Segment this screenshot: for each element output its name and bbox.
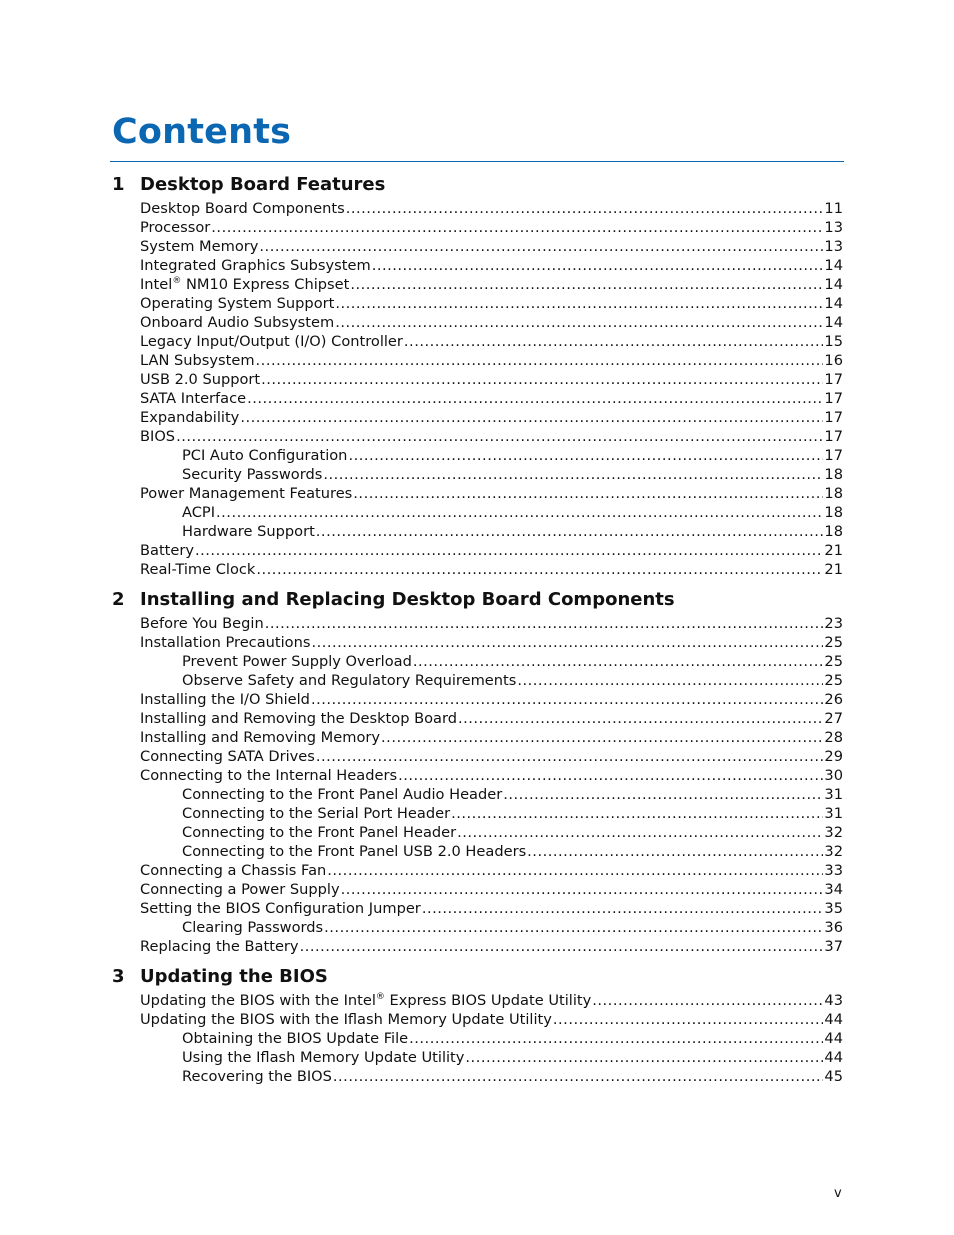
entry-title [182,522,315,541]
toc-entry[interactable] [112,899,843,918]
toc-entry[interactable] [112,766,843,785]
entry-title-text: Obtaining the BIOS Update File [182,1030,409,1047]
dot-leader [346,199,824,218]
entry-page-number: 17 [824,428,843,445]
entry-title [182,652,412,671]
chapter-title: Updating the BIOS [140,966,328,987]
dot-leader [265,614,824,633]
entry-title [140,370,260,389]
chapter-heading[interactable] [112,171,843,199]
entry-title [140,237,258,256]
entry-title-text: Connecting a Power Supply [140,881,340,898]
entry-title-text: USB 2.0 Support [140,371,261,388]
page-title: Contents [112,112,292,152]
toc-subentry[interactable] [112,1067,843,1086]
dot-leader [261,370,823,389]
entry-page-number: 18 [824,504,843,521]
entry-title [182,1067,332,1086]
dot-leader [333,1067,824,1086]
toc-entry[interactable] [112,427,843,446]
entry-page-number: 17 [824,447,843,464]
entry-title [140,313,334,332]
entry-title [182,446,347,465]
entry-title-text: Processor [140,219,211,236]
toc-entry[interactable] [112,256,843,275]
dot-leader [259,237,823,256]
entry-title-text: Desktop Board Components [140,200,345,217]
entry-title [140,560,255,579]
entry-page-number: 45 [824,1068,843,1085]
entry-title-text: Real-Time Clock [140,561,256,578]
entry-page-number: 29 [824,748,843,765]
entry-title [140,256,371,275]
toc-entry[interactable] [112,408,843,427]
toc-entry[interactable] [112,991,843,1010]
entry-page-number: 18 [824,523,843,540]
toc-subentry[interactable] [112,1048,843,1067]
dot-leader [413,652,824,671]
entry-title-text: Setting the BIOS Configuration Jumper [140,900,421,917]
entry-page-number: 14 [824,314,843,331]
dot-leader [195,541,823,560]
entry-title [140,899,421,918]
entry-page-number: 25 [824,653,843,670]
dot-leader [465,1048,823,1067]
entry-page-number: 21 [824,542,843,559]
entry-title-text: Operating System Support [140,295,335,312]
entry-title-text: Security Passwords [182,466,323,483]
entry-page-number: 25 [824,634,843,651]
entry-page-number: 30 [824,767,843,784]
entry-page-number: 35 [824,900,843,917]
entry-title-text: Observe Safety and Regulatory Requirements [182,672,517,689]
entry-page-number: 13 [824,219,843,236]
toc-entry[interactable] [112,484,843,503]
entry-page-number: 44 [824,1030,843,1047]
title-divider [110,161,844,162]
entry-title [182,465,322,484]
entry-title-text: Replacing the Battery [140,938,299,955]
chapter-heading[interactable] [112,963,843,991]
dot-leader [404,332,824,351]
entry-page-number: 26 [824,691,843,708]
toc-entry[interactable] [112,237,843,256]
entry-page-number: 11 [824,200,843,217]
entry-page-number: 18 [824,485,843,502]
entry-page-number: 17 [824,390,843,407]
toc-entry[interactable] [112,560,843,579]
entry-page-number: 17 [824,371,843,388]
entry-title-text: Power Management Features [140,485,353,502]
entry-title [182,804,450,823]
entry-page-number: 23 [824,615,843,632]
dot-leader [211,218,823,237]
dot-leader [350,275,823,294]
dot-leader [592,991,823,1010]
entry-title [140,294,334,313]
dot-leader [503,785,823,804]
toc-entry[interactable] [112,937,843,956]
entry-title-text: Onboard Audio Subsystem [140,314,335,331]
entry-page-number: 15 [824,333,843,350]
entry-page-number: 21 [824,561,843,578]
toc-entry[interactable] [112,541,843,560]
entry-title [140,937,299,956]
entry-title [140,633,310,652]
entry-page-number: 31 [824,805,843,822]
entry-title [140,427,175,446]
toc-entry[interactable] [112,690,843,709]
dot-leader [527,842,823,861]
entry-title [182,1048,464,1067]
toc-entry[interactable] [112,351,843,370]
entry-title-text: Express BIOS Update Utility [384,992,592,1009]
dot-leader [517,671,823,690]
entry-title [140,861,326,880]
registered-trademark-mark: ® [375,992,385,1002]
entry-title [140,709,457,728]
registered-trademark-mark: ® [172,276,182,286]
entry-title-text: LAN Subsystem [140,352,255,369]
entry-page-number: 37 [824,938,843,955]
toc-subentry[interactable] [112,1029,843,1048]
entry-title [182,823,456,842]
dot-leader [335,294,823,313]
toc-entry[interactable] [112,275,843,294]
entry-title-text: Installing and Removing the Desktop Board [140,710,457,727]
entry-page-number: 32 [824,824,843,841]
entry-title-text: Integrated Graphics Subsystem [140,257,371,274]
entry-title-text: Prevent Power Supply Overload [182,653,412,670]
entry-title-text: System Memory [140,238,259,255]
toc-entry[interactable] [112,880,843,899]
entry-title-text: Installation Precautions [140,634,311,651]
dot-leader [372,256,824,275]
toc-entry[interactable] [112,614,843,633]
entry-title [182,842,526,861]
entry-page-number: 14 [824,295,843,312]
entry-title [182,671,516,690]
entry-title-text: Connecting to the Front Panel Audio Header [182,786,503,803]
toc-entry[interactable] [112,728,843,747]
chapter-title: Desktop Board Features [140,174,386,195]
dot-leader [256,351,824,370]
dot-leader [409,1029,823,1048]
chapter-number: 2 [112,589,125,610]
toc-entry[interactable] [112,370,843,389]
toc-entry[interactable] [112,861,843,880]
entry-page-number: 17 [824,409,843,426]
entry-page-number: 16 [824,352,843,369]
entry-title-text: Legacy Input/Output (I/O) Controller [140,333,403,350]
dot-leader [353,484,823,503]
entry-title-text: Recovering the BIOS [182,1068,332,1085]
dot-leader [458,709,823,728]
entry-title-text: Hardware Support [182,523,315,540]
entry-title-text: PCI Auto Configuration [182,447,348,464]
entry-page-number: 25 [824,672,843,689]
entry-page-number: 27 [824,710,843,727]
toc-subentry[interactable] [112,804,843,823]
entry-title [140,351,255,370]
entry-title [182,503,215,522]
entry-title [140,747,315,766]
toc-chapter [112,171,843,579]
dot-leader [422,899,824,918]
entry-title [182,918,323,937]
entry-title-text: Connecting to the Front Panel USB 2.0 Headers [182,843,527,860]
dot-leader [316,747,824,766]
entry-title-text: Connecting a Chassis Fan [140,862,327,879]
page-number: v [834,1186,842,1201]
dot-leader [256,560,823,579]
entry-title-text: Before You Begin [140,615,264,632]
toc-subentry[interactable] [112,522,843,541]
entry-title-text: Battery [140,542,195,559]
dot-leader [176,427,823,446]
dot-leader [323,465,823,484]
entry-title [140,728,380,747]
dot-leader [335,313,823,332]
chapter-number: 1 [112,174,125,195]
chapter-heading[interactable] [112,586,843,614]
entry-title [140,275,349,294]
table-of-contents [112,171,843,1093]
dot-leader [311,690,823,709]
entry-title-text: Updating the BIOS with the Intel [140,992,376,1009]
toc-subentry[interactable] [112,785,843,804]
entry-title [140,389,246,408]
entry-title [140,991,591,1010]
toc-entry[interactable] [112,218,843,237]
entry-title-text: Clearing Passwords [182,919,324,936]
entry-title [140,408,239,427]
dot-leader [341,880,824,899]
entry-page-number: 13 [824,238,843,255]
toc-entry[interactable] [112,332,843,351]
entry-page-number: 18 [824,466,843,483]
toc-entry[interactable] [112,1010,843,1029]
toc-subentry[interactable] [112,823,843,842]
entry-title [140,218,210,237]
dot-leader [451,804,823,823]
entry-page-number: 44 [824,1049,843,1066]
entry-title-text: Updating the BIOS with the Iflash Memory Update Utility [140,1011,552,1028]
entry-title [140,1010,552,1029]
entry-title-text: SATA Interface [140,390,247,407]
entry-page-number: 14 [824,276,843,293]
entry-title [182,1029,408,1048]
entry-page-number: 32 [824,843,843,860]
dot-leader [300,937,824,956]
chapter-number: 3 [112,966,125,987]
dot-leader [398,766,823,785]
entry-title-text: Intel [140,276,173,293]
entry-page-number: 43 [824,992,843,1009]
dot-leader [348,446,823,465]
toc-chapter [112,963,843,1086]
toc-entry[interactable] [112,633,843,652]
entry-title-text: Expandability [140,409,240,426]
chapter-title: Installing and Replacing Desktop Board Components [140,589,675,610]
entry-page-number: 33 [824,862,843,879]
entry-title-text: Installing and Removing Memory [140,729,381,746]
entry-page-number: 34 [824,881,843,898]
entry-title [140,332,403,351]
entry-title-text: Connecting SATA Drives [140,748,315,765]
entry-title-text: NM10 Express Chipset [181,276,350,293]
entry-page-number: 44 [824,1011,843,1028]
entry-page-number: 36 [824,919,843,936]
entry-title [140,541,194,560]
entry-title-text: Installing the I/O Shield [140,691,310,708]
entry-title [140,690,310,709]
entry-title [140,766,397,785]
entry-title-text: Connecting to the Internal Headers [140,767,398,784]
toc-subentry[interactable] [112,918,843,937]
entry-title-text: Using the Iflash Memory Update Utility [182,1049,465,1066]
toc-subentry[interactable] [112,446,843,465]
dot-leader [311,633,823,652]
dot-leader [381,728,823,747]
entry-page-number: 14 [824,257,843,274]
dot-leader [316,522,824,541]
toc-subentry[interactable] [112,671,843,690]
toc-entry[interactable] [112,199,843,218]
toc-subentry[interactable] [112,842,843,861]
entry-title-text: BIOS [140,428,176,445]
entry-title [140,484,352,503]
dot-leader [324,918,823,937]
toc-subentry[interactable] [112,465,843,484]
dot-leader [216,503,823,522]
entry-title-text: ACPI [182,504,216,521]
dot-leader [327,861,823,880]
toc-entry[interactable] [112,389,843,408]
entry-title-text: Connecting to the Front Panel Header [182,824,457,841]
toc-subentry[interactable] [112,652,843,671]
toc-subentry[interactable] [112,503,843,522]
entry-title [140,614,264,633]
entry-title [140,880,340,899]
dot-leader [457,823,823,842]
toc-chapter [112,586,843,956]
toc-entry[interactable] [112,747,843,766]
dot-leader [553,1010,824,1029]
entry-title-text: Connecting to the Serial Port Header [182,805,451,822]
entry-page-number: 31 [824,786,843,803]
entry-title [140,199,345,218]
entry-page-number: 28 [824,729,843,746]
dot-leader [247,389,823,408]
dot-leader [240,408,823,427]
toc-entry[interactable] [112,709,843,728]
toc-entry[interactable] [112,294,843,313]
entry-title [182,785,502,804]
toc-entry[interactable] [112,313,843,332]
